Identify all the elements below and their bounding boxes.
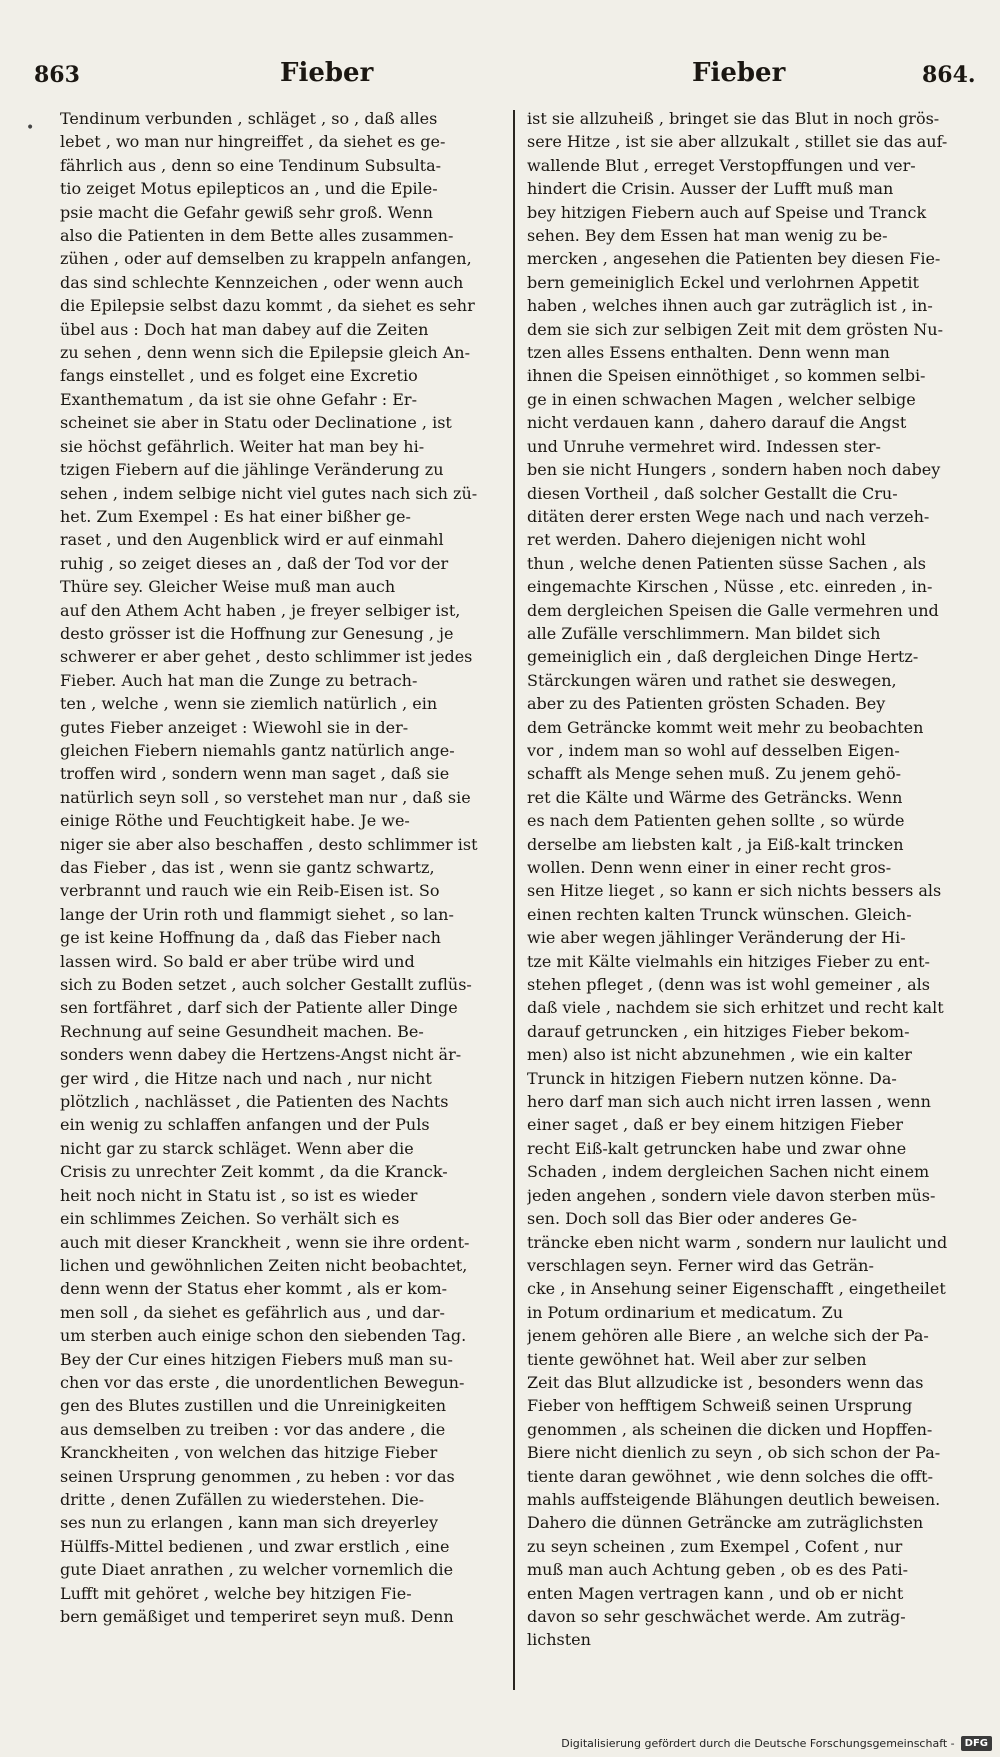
text-line: dem sie sich zur selbigen Zeit mit dem grösten Nu- — [527, 319, 943, 339]
text-line: gemeiniglich ein , daß dergleichen Dinge Hertz- — [527, 647, 919, 667]
text-line: Hülffs-Mittel bedienen , und zwar erstlich , eine — [60, 1536, 450, 1556]
text-line: ger wird , die Hitze nach und nach , nur nicht — [60, 1068, 432, 1088]
text-line: sen. Doch soll das Bier oder anderes Ge- — [527, 1209, 857, 1229]
text-line: tzen alles Essens enthalten. Denn wenn man — [527, 343, 890, 363]
text-line: alle Zufälle verschlimmern. Man bildet sich — [527, 623, 881, 643]
text-line: ihnen die Speisen einnöthiget , so kommen selbi- — [527, 366, 926, 386]
text-line: hero darf man sich auch nicht irren lassen , wenn — [527, 1092, 931, 1112]
text-line: troffen wird , sondern wenn man saget , daß sie — [60, 764, 450, 784]
dfg-logo: DFG — [961, 1736, 992, 1751]
text-line: men) also ist nicht abzunehmen , wie ein kalter — [527, 1045, 912, 1065]
text-line: raset , und den Augenblick wird er auf einmahl — [60, 530, 444, 550]
text-line: Bey der Cur eines hitzigen Fiebers muß man su- — [60, 1349, 453, 1369]
text-line: heit noch nicht in Statu ist , so ist es wieder — [60, 1185, 418, 1205]
text-line: fangs einstellet , und es folget eine Excretio — [60, 366, 418, 386]
text-line: in Potum ordinarium et medicatum. Zu — [527, 1302, 844, 1322]
left-running-title: Fieber — [280, 58, 374, 88]
text-line: Kranckheiten , von welchen das hitzige Fieber — [60, 1443, 438, 1463]
margin-mark: • — [26, 120, 35, 136]
text-line: Schaden , indem dergleichen Sachen nicht einem — [527, 1162, 930, 1182]
text-line: gen des Blutes zustillen und die Unreinigkeiten — [60, 1396, 447, 1416]
text-line: psie macht die Gefahr gewiß sehr groß. Wenn — [60, 202, 433, 222]
text-line: het. Zum Exempel : Es hat einer bißher ge- — [60, 506, 411, 526]
text-line: ses nun zu erlangen , kann man sich dreyerley — [60, 1513, 438, 1533]
text-line: wie aber wegen jählinger Veränderung der Hi- — [527, 928, 906, 948]
text-line: plötzlich , nachlässet , die Patienten des Nachts — [60, 1092, 449, 1112]
text-line: sehen , indem selbige nicht viel gutes nach sich zü- — [60, 483, 478, 503]
text-line: ten , welche , wenn sie ziemlich natürlich , ein — [60, 694, 438, 714]
text-line: nicht verdauen kann , dahero darauf die Angst — [527, 413, 907, 433]
text-line: bern gemäßiget und temperiret seyn muß. Denn — [60, 1607, 454, 1626]
text-line: tze mit Kälte vielmahls ein hitziges Fieber zu ent- — [527, 951, 930, 971]
text-line: jeden angehen , sondern viele davon sterben müs- — [527, 1185, 936, 1205]
text-line: die Epilepsie selbst dazu kommt , da siehet es sehr — [60, 296, 475, 316]
text-line: das sind schlechte Kennzeichen , oder wenn auch — [60, 272, 464, 292]
text-line: seinen Ursprung genommen , zu heben : vor das — [60, 1466, 455, 1486]
column-divider — [513, 110, 515, 1690]
text-line: cke , in Ansehung seiner Eigenschafft , eingetheilet — [527, 1279, 946, 1299]
text-line: und Unruhe vermehret wird. Indessen ster- — [527, 436, 881, 456]
text-line: gleichen Fiebern niemahls gantz natürlich ange- — [60, 740, 455, 760]
text-line: recht Eiß-kalt getruncken habe und zwar ohne — [527, 1138, 907, 1158]
text-line: sich zu Boden setzet , auch solcher Gestallt zuflüs- — [60, 975, 472, 995]
text-line: zu sehen , denn wenn sich die Epilepsie gleich An- — [60, 343, 471, 363]
text-line: bern gemeiniglich Eckel und verlohrnen Appetit — [527, 272, 919, 292]
text-line: einige Röthe und Feuchtigkeit habe. Je we- — [60, 811, 410, 831]
text-line: sere Hitze , ist sie aber allzukalt , stillet sie das auf- — [527, 132, 948, 152]
text-line: das Fieber , das ist , wenn sie gantz schwartz, — [60, 858, 435, 877]
text-line: einen rechten kalten Trunck wünschen. Gleich- — [527, 904, 912, 924]
text-line: lichen und gewöhnlichen Zeiten nicht beobachtet, — [60, 1255, 468, 1275]
text-line: haben , welches ihnen auch gar zuträglich ist , in- — [527, 296, 933, 316]
text-line: aus demselben zu treiben : vor das andere , die — [60, 1419, 446, 1439]
text-line: Thüre sey. Gleicher Weise muß man auch — [60, 577, 396, 597]
text-line: tiente gewöhnet hat. Weil aber zur selben — [527, 1349, 867, 1369]
text-line: dritte , denen Zufällen zu wiederstehen. Die- — [60, 1489, 425, 1509]
text-line: Tendinum verbunden , schläget , so , daß alles — [60, 109, 438, 128]
text-line: enten Magen vertragen kann , und ob er nicht — [527, 1583, 904, 1603]
text-line: also die Patienten in dem Bette alles zusammen- — [60, 226, 454, 246]
text-line: desto grösser ist die Hoffnung zur Genesung , je — [60, 623, 454, 643]
text-line: Fieber. Auch hat man die Zunge zu betrach- — [60, 670, 418, 690]
text-line: fährlich aus , denn so eine Tendinum Subsulta- — [60, 155, 442, 175]
text-line: darauf getruncken , ein hitziges Fieber bekom- — [527, 1021, 910, 1041]
text-line: schafft als Menge sehen muß. Zu jenem gehö- — [527, 764, 902, 784]
text-line: Zeit das Blut allzudicke ist , besonders wenn das — [527, 1372, 924, 1392]
text-line: schwerer er aber gehet , desto schlimmer ist jedes — [60, 647, 473, 667]
text-line: verbrannt und rauch wie ein Reib-Eisen ist. So — [60, 881, 440, 901]
text-line: sen fortfähret , darf sich der Patiente aller Dinge — [60, 998, 458, 1018]
left-text-column — [60, 107, 490, 1697]
text-line: ist sie allzuheiß , bringet sie das Blut in noch grös- — [527, 109, 940, 128]
text-line: derselbe am liebsten kalt , ja Eiß-kalt trincken — [527, 834, 904, 854]
text-line: ge ist keine Hoffnung da , daß das Fieber nach — [60, 928, 441, 948]
text-line: auf den Athem Acht haben , je freyer selbiger ist, — [60, 600, 461, 620]
text-line: tio zeiget Motus epilepticos an , und die Epile- — [60, 179, 438, 199]
text-line: stehen pfleget , (denn was ist wohl gemeiner , als — [527, 975, 930, 995]
text-line: träncke eben nicht warm , sondern nur laulicht und — [527, 1232, 948, 1252]
text-line: Trunck in hitzigen Fiebern nutzen könne. Da- — [527, 1068, 897, 1088]
text-line: diesen Vortheil , daß solcher Gestallt die Cru- — [527, 483, 898, 503]
text-line: mahls auffsteigende Blähungen deutlich beweisen. — [527, 1489, 941, 1509]
text-line: Stärckungen wären und rathet sie deswegen, — [527, 670, 897, 690]
text-line: davon so sehr geschwächet werde. Am zuträg- — [527, 1607, 906, 1626]
text-line: tzigen Fiebern auf die jählinge Veränderung zu — [60, 460, 444, 480]
text-line: wallende Blut , erreget Verstopffungen und ver- — [527, 155, 916, 175]
text-line: sonders wenn dabey die Hertzens-Angst nicht är- — [60, 1045, 462, 1065]
text-line: tiente daran gewöhnet , wie denn solches die offt- — [527, 1466, 933, 1486]
text-line: jenem gehören alle Biere , an welche sich der Pa- — [527, 1326, 929, 1346]
right-page-number: 864. — [922, 62, 976, 88]
text-line: ret die Kälte und Wärme des Geträncks. Wenn — [527, 787, 903, 807]
text-line: Crisis zu unrechter Zeit kommt , da die Kranck- — [60, 1162, 448, 1182]
text-line: Fieber von hefftigem Schweiß seinen Ursprung — [527, 1396, 913, 1416]
text-line: chen vor das erste , die unordentlichen Bewegun- — [60, 1372, 465, 1392]
text-line: ein wenig zu schlaffen anfangen und der Puls — [60, 1115, 430, 1135]
text-line: übel aus : Doch hat man dabey auf die Zeiten — [60, 319, 429, 339]
text-line: wollen. Denn wenn einer in einer recht gros- — [527, 858, 892, 877]
text-line: Rechnung auf seine Gesundheit machen. Be- — [60, 1021, 424, 1041]
text-line: zu seyn scheinen , zum Exempel , Cofent , nur — [527, 1536, 903, 1556]
text-line: lebet , wo man nur hingreiffet , da siehet es ge- — [60, 132, 446, 152]
text-line: um sterben auch einige schon den siebenden Tag. — [60, 1326, 467, 1346]
text-line: niger sie aber also beschaffen , desto schlimmer ist — [60, 834, 478, 854]
text-line: eingemachte Kirschen , Nüsse , etc. einreden , in- — [527, 577, 933, 597]
text-line: Biere nicht dienlich zu seyn , ob sich schon der Pa- — [527, 1443, 941, 1463]
text-line: zühen , oder auf demselben zu krappeln anfangen, — [60, 249, 472, 269]
left-page-number: 863 — [34, 62, 80, 88]
text-line: lassen wird. So bald er aber trübe wird und — [60, 951, 415, 971]
text-line: ge in einen schwachen Magen , welcher selbige — [527, 389, 916, 409]
text-line: gute Diaet anrathen , zu welcher vornemlich die — [60, 1560, 454, 1580]
text-line: Exanthematum , da ist sie ohne Gefahr : Er- — [60, 389, 417, 409]
text-line: men soll , da siehet es gefährlich aus , und dar- — [60, 1302, 445, 1322]
right-running-title: Fieber — [692, 58, 786, 88]
footer — [561, 1733, 992, 1753]
text-line: einer saget , daß er bey einem hitzigen Fieber — [527, 1115, 903, 1135]
footer-text: Digitalisierung gefördert durch die Deutsche Forschungsgemeinschaft - — [561, 1736, 955, 1750]
text-line: ruhig , so zeiget dieses an , daß der Tod vor der — [60, 553, 449, 573]
text-line: dem Geträncke kommt weit mehr zu beobachten — [527, 717, 924, 737]
text-line: hindert die Crisin. Ausser der Lufft muß man — [527, 179, 894, 199]
text-line: sehen. Bey dem Essen hat man wenig zu be- — [527, 226, 888, 246]
text-line: ret werden. Dahero diejenigen nicht wohl — [527, 530, 866, 550]
text-line: Dahero die dünnen Geträncke am zuträglichsten — [527, 1513, 924, 1533]
text-line: scheinet sie aber in Statu oder Declinatione , ist — [60, 413, 452, 433]
text-line: ben sie nicht Hungers , sondern haben noch dabey — [527, 460, 941, 480]
text-line: nicht gar zu starck schläget. Wenn aber die — [60, 1138, 414, 1158]
text-line: ditäten derer ersten Wege nach und nach verzeh- — [527, 506, 930, 526]
text-line: lichsten — [527, 1630, 591, 1650]
text-line: Lufft mit gehöret , welche bey hitzigen Fie- — [60, 1583, 412, 1603]
text-line: ein schlimmes Zeichen. So verhält sich es — [60, 1209, 400, 1229]
text-line: muß man auch Achtung geben , ob es des Pati- — [527, 1560, 908, 1580]
text-line: sie höchst gefährlich. Weiter hat man bey hi- — [60, 436, 425, 456]
text-line: thun , welche denen Patienten süsse Sachen , als — [527, 553, 926, 573]
text-line: es nach dem Patienten gehen sollte , so würde — [527, 811, 905, 831]
text-line: dem dergleichen Speisen die Galle vermehren und — [527, 600, 939, 620]
text-line: mercken , angesehen die Patienten bey diesen Fie- — [527, 249, 941, 269]
text-line: verschlagen seyn. Ferner wird das Geträn- — [527, 1255, 874, 1275]
text-line: natürlich seyn soll , so verstehet man nur , daß sie — [60, 787, 471, 807]
text-line: sen Hitze lieget , so kann er sich nichts bessers als — [527, 881, 942, 901]
text-line: aber zu des Patienten grösten Schaden. Bey — [527, 694, 886, 714]
text-line: daß viele , nachdem sie sich erhitzet und recht kalt — [527, 998, 944, 1018]
text-line: bey hitzigen Fiebern auch auf Speise und Tranck — [527, 202, 927, 222]
text-line: lange der Urin roth und flammigt siehet , so lan- — [60, 904, 454, 924]
text-line: gutes Fieber anzeiget : Wiewohl sie in der- — [60, 717, 409, 737]
right-text-column — [527, 107, 957, 1697]
text-line: auch mit dieser Kranckheit , wenn sie ihre ordent- — [60, 1232, 470, 1252]
text-line: genommen , als scheinen die dicken und Hopffen- — [527, 1419, 933, 1439]
text-line: vor , indem man so wohl auf desselben Eigen- — [527, 740, 900, 760]
text-line: denn wenn der Status eher kommt , als er kom- — [60, 1279, 448, 1299]
